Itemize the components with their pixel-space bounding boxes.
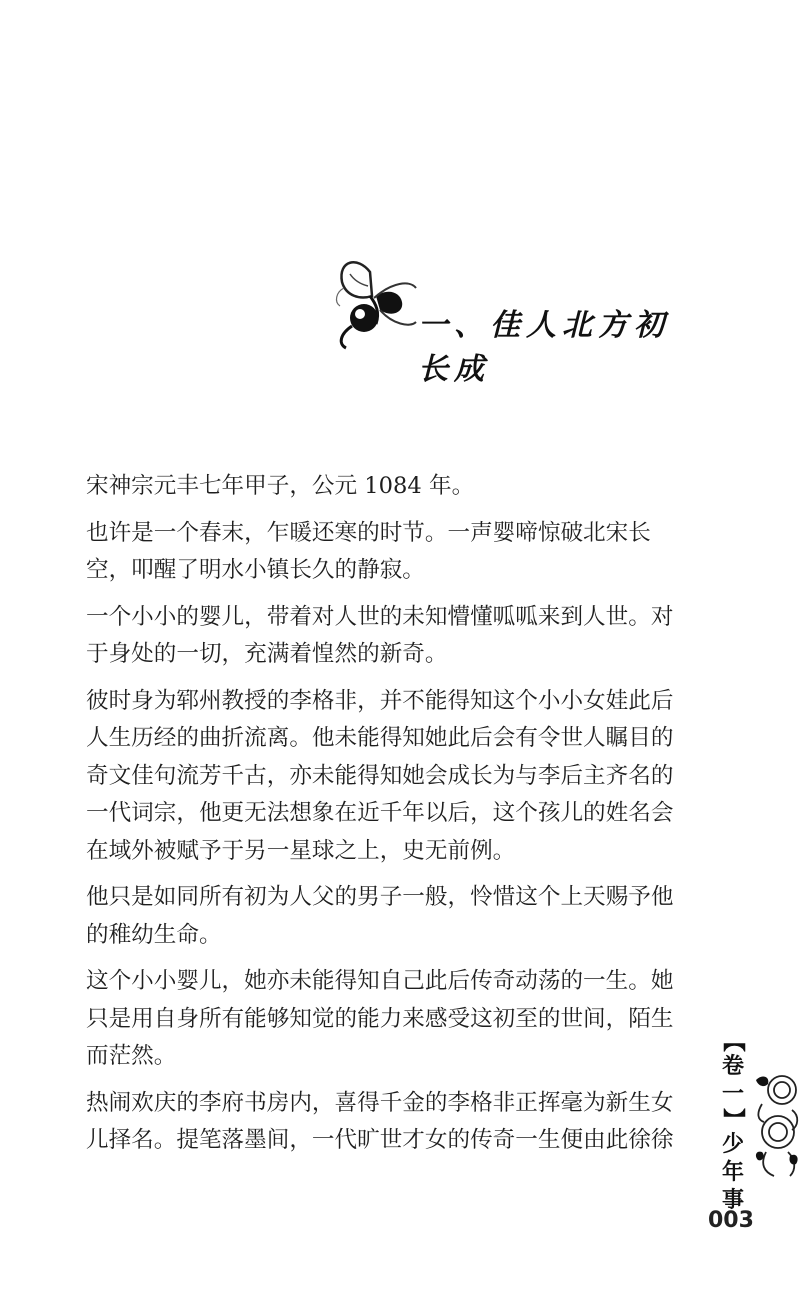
- paragraph: 彼时身为郓州教授的李格非，并不能得知这个小小女娃此后人生历经的曲折流离。他未能得知她此后会有令世人瞩目的奇文佳句流芳千古，亦未能得知她会成长为与李后主齐名的一代词宗，他更无法想象在近千年以后，这个孩儿的姓名会在域外被赋予于另一星球之上，史无前例。: [86, 687, 674, 864]
- page-number: 003: [708, 1208, 754, 1233]
- butterfly-ornament-icon: [330, 252, 420, 352]
- body-text: [86, 468, 682, 1169]
- peony-flower-ornament-icon: [752, 1060, 800, 1180]
- chapter-title: 一、佳人北方初长成: [418, 308, 670, 387]
- paragraph: 他只是如同所有初为人父的男子一般，怜惜这个上天赐予他的稚幼生命。: [86, 884, 674, 948]
- bracket-close: 】: [720, 1107, 746, 1130]
- paragraph: 也许是一个春末，乍暖还寒的时节。一声婴啼惊破北宋长空，叩醒了明水小镇长久的静寂。: [86, 519, 651, 583]
- volume-side-tab: [715, 1030, 751, 1214]
- paragraph: 热闹欢庆的李府书房内，喜得千金的李格非正挥毫为新生女儿择名。提笔落墨间，一代旷世才女的传奇一生便由此徐徐: [86, 1089, 674, 1153]
- bracket-open: 【: [720, 1029, 746, 1052]
- section-label: 少年事: [721, 1131, 744, 1213]
- volume-label: 卷一: [721, 1053, 744, 1107]
- paragraph: 宋神宗元丰七年甲子，公元 1084 年。: [86, 473, 475, 499]
- paragraph: 这个小小婴儿，她亦未能得知自己此后传奇动荡的一生。她只是用自身所有能够知觉的能力来感受这初至的世间，陌生而茫然。: [86, 968, 674, 1069]
- paragraph: 一个小小的婴儿，带着对人世的未知懵懂呱呱来到人世。对于身处的一切，充满着惶然的新奇。: [86, 603, 674, 667]
